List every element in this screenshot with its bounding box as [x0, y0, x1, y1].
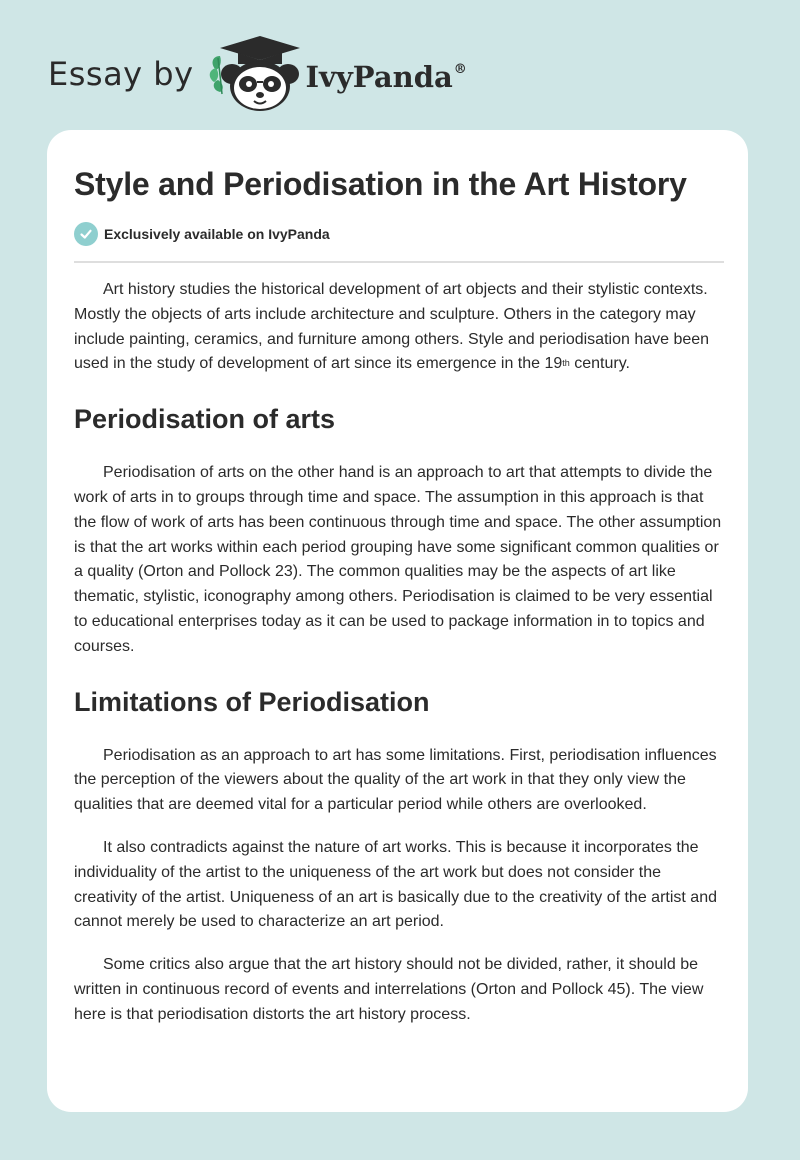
exclusive-badge	[74, 222, 330, 246]
intro-paragraph: Art history studies the historical development of art objects and their stylistic contexts. Mostly the objects of arts include architecture and sculpture. Others in the category may include painting, ceramics, and furniture among others. Style and periodisation have been used in the study of development of art since its emergence in the 19th century.	[74, 281, 710, 373]
paragraph: Some critics also argue that the art history should not be divided, rather, it should be written in continuous record of events and interrelations (Orton and Pollock 45). The view here is that periodisation distorts the art history process.	[74, 956, 704, 1023]
paragraph: It also contradicts against the nature of art works. This is because it incorporates the individuality of the artist to the uniqueness of the art work but does not consider the creativity of the artist. Uniqueness of an art is basically due to the creativity of the artist and cannot merely be used to characterize an art period.	[74, 838, 717, 931]
panda-logo-icon[interactable]	[208, 34, 304, 114]
exclusive-label: Exclusively available on IvyPanda	[104, 226, 330, 242]
brand-name[interactable]: IvyPanda®	[305, 60, 467, 94]
essay-card	[47, 130, 748, 1112]
essay-by-label: Essay by	[48, 55, 194, 93]
leaf-icon	[209, 56, 222, 94]
registered-mark: ®	[453, 62, 467, 77]
divider	[74, 261, 724, 263]
site-header	[48, 34, 467, 114]
section-heading-limitations: Limitations of Periodisation	[74, 686, 430, 717]
checkmark-icon	[74, 222, 98, 246]
essay-body	[74, 278, 724, 1046]
section-heading-periodisation: Periodisation of arts	[74, 404, 336, 435]
paragraph: Periodisation of arts on the other hand is an approach to art that attempts to divide the work of arts in to groups through time and space. The assumption in this approach is that the flow of work of arts has been continuous through time and space. The other assumption is that the art works within each period grouping have some significant common qualities or a quality (Orton and Pollock 23). The common qualities may be the aspects of art like thematic, stylistic, iconography among others. Periodisation is claimed to be very essential to educational enterprises today as it can be used to package information in to topics and courses.	[74, 464, 722, 655]
page-title: Style and Periodisation in the Art History	[74, 166, 687, 202]
paragraph: Periodisation as an approach to art has some limitations. First, periodisation influences the perception of the viewers about the quality of the art work in that they only view the qualities that are deemed vital for a particular period while others are overlooked.	[74, 746, 717, 814]
